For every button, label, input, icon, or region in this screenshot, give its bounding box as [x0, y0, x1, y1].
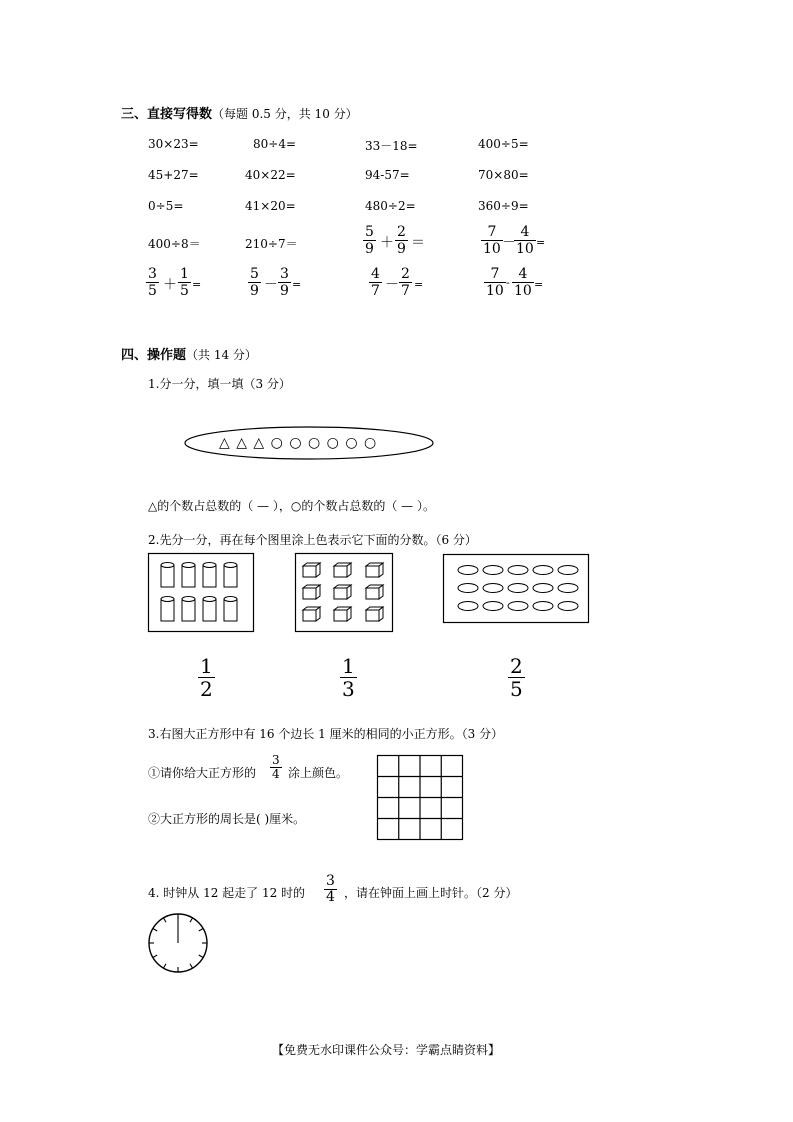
- denominator: 10: [516, 241, 534, 257]
- denominator: 5: [148, 283, 157, 299]
- cube-icon: [334, 563, 351, 577]
- operator: －: [264, 277, 278, 293]
- ellipse-box: [443, 554, 589, 624]
- fraction-box-3: [508, 655, 525, 700]
- calc-r2-c3: 94-57=: [365, 168, 410, 182]
- section-3-title: 直接写得数: [147, 107, 213, 122]
- denominator: 2: [200, 677, 213, 701]
- fraction: [514, 224, 536, 257]
- ellipse-icon: [458, 602, 478, 611]
- denominator: 9: [365, 241, 374, 257]
- cylinder-box: [148, 553, 254, 633]
- section-4-title: 操作题: [147, 348, 187, 363]
- fraction-box-2: [340, 655, 357, 700]
- ellipse-icon: [558, 566, 578, 575]
- cylinder-icon: [203, 563, 216, 588]
- q3-part1-pre: ①请你给大正方形的: [148, 766, 257, 780]
- cube-icon: [334, 585, 351, 599]
- cylinder-icon: [224, 563, 237, 588]
- ellipse-icon: [483, 602, 503, 611]
- numerator: 2: [397, 224, 406, 240]
- section-3-heading: [121, 103, 358, 122]
- denominator: 5: [510, 677, 523, 701]
- q4-pre: 4. 时钟从 12 起走了 12 时的: [148, 886, 306, 900]
- denominator: 9: [250, 283, 259, 299]
- cube-icon: [366, 585, 383, 599]
- denominator: 3: [342, 677, 355, 701]
- calc-r1-c1: 30×23=: [148, 137, 199, 151]
- numerator: 2: [510, 654, 523, 678]
- section-3-num: 三、: [121, 107, 148, 122]
- fraction: [512, 266, 534, 299]
- cylinder-icon: [161, 597, 174, 622]
- numerator: 3: [326, 873, 335, 889]
- equals: =: [192, 278, 202, 291]
- numerator: 7: [490, 266, 500, 282]
- fraction: [146, 266, 159, 299]
- numerator: 3: [148, 266, 157, 282]
- ellipse-icon: [508, 602, 528, 611]
- ellipse-icon: [533, 584, 553, 593]
- q4-fraction: [324, 874, 337, 905]
- ellipse-icon: [533, 566, 553, 575]
- ellipse-icon: [483, 584, 503, 593]
- cube-icon: [303, 607, 320, 621]
- q4-post: ，请在钟面上画上时针。（2 分）: [344, 886, 518, 900]
- q1-answer: △的个数占总数的（ — ），○的个数占总数的（ — ）。: [148, 499, 435, 513]
- operator: ＋: [163, 277, 177, 293]
- equals: ＝: [411, 235, 425, 251]
- numerator: 5: [365, 224, 374, 240]
- calc-r3-c4: 360÷9=: [478, 199, 529, 213]
- denominator: 7: [371, 283, 380, 299]
- calc-r3-c2: 41×20=: [245, 199, 296, 213]
- section-4-heading: [121, 344, 257, 363]
- cube-icon: [303, 585, 320, 599]
- cylinder-icon: [161, 563, 174, 588]
- calc-r4-c2: 210÷7＝: [245, 237, 298, 251]
- q3-part1: [148, 764, 256, 781]
- grid-square: [377, 755, 465, 841]
- denominator: 10: [483, 241, 501, 257]
- fraction: [395, 224, 408, 257]
- cube-icon: [366, 563, 383, 577]
- calc-r3-c1: 0÷5=: [148, 199, 184, 213]
- denominator: 4: [272, 767, 280, 781]
- cylinder-icon: [182, 563, 195, 588]
- fraction: [178, 266, 191, 299]
- operator: －: [502, 235, 516, 251]
- calc-r2-c2: 40×22=: [245, 168, 296, 182]
- equals: =: [536, 236, 546, 249]
- ellipse-icon: [508, 584, 528, 593]
- ellipse-icon: [558, 602, 578, 611]
- cylinder-icon: [224, 597, 237, 622]
- numerator: 3: [280, 266, 289, 282]
- numerator: 7: [487, 224, 497, 240]
- cube-icon: [366, 607, 383, 621]
- shapes-row: △ △ △ ○ ○ ○ ○ ○ ○: [219, 435, 378, 451]
- cube-box: [295, 553, 393, 633]
- denominator: 4: [326, 889, 335, 905]
- cube-icon: [303, 563, 320, 577]
- cylinder-icon: [203, 597, 216, 622]
- numerator: 3: [272, 753, 280, 767]
- denominator: 9: [280, 283, 289, 299]
- ellipse-icon: [508, 566, 528, 575]
- denominator: 7: [401, 283, 410, 299]
- denominator: 10: [486, 283, 504, 299]
- ellipse-icon: [533, 602, 553, 611]
- section-3-note: （每题 0.5 分，共 10 分）: [212, 107, 358, 121]
- q3-part2: ②大正方形的周长是( )厘米。: [148, 812, 306, 826]
- fraction: [484, 266, 506, 299]
- calc-r1-c4: 400÷5=: [478, 137, 529, 151]
- calc-r1-c3: 33－18=: [365, 139, 418, 153]
- operator: ＋: [380, 235, 394, 251]
- calc-r2-c4: 70×80=: [478, 168, 529, 182]
- calc-r4-c1: 400÷8＝: [148, 237, 201, 251]
- denominator: 5: [180, 283, 189, 299]
- fraction-box-1: [198, 655, 215, 700]
- q3-fraction: [270, 754, 282, 781]
- operator: -: [506, 276, 510, 289]
- footer-note: 【免费无水印课件公众号：学霸点睛资料】: [272, 1043, 501, 1057]
- numerator: 4: [371, 266, 380, 282]
- q2-title: 2.先分一分，再在每个图里涂上色表示它下面的分数。（6 分）: [148, 533, 477, 547]
- fraction: [248, 266, 261, 299]
- fraction: [369, 266, 382, 299]
- section-4-note: （共 14 分）: [186, 348, 257, 362]
- ellipse-icon: [483, 566, 503, 575]
- numerator: 1: [342, 654, 355, 678]
- numerator: 4: [518, 266, 528, 282]
- calc-r2-c1: 45+27=: [148, 168, 199, 182]
- fraction: [399, 266, 412, 299]
- denominator: 9: [397, 241, 406, 257]
- numerator: 5: [250, 266, 259, 282]
- ellipse-icon: [458, 566, 478, 575]
- q1-title: 1.分一分，填一填（3 分）: [148, 377, 291, 391]
- fraction: [278, 266, 291, 299]
- numerator: 2: [401, 266, 410, 282]
- operator: －: [385, 277, 399, 293]
- equals: =: [414, 278, 424, 291]
- equals: =: [292, 278, 302, 291]
- fraction: [481, 224, 503, 257]
- denominator: 10: [514, 283, 532, 299]
- numerator: 1: [200, 654, 213, 678]
- q3-part1-post: 涂上颜色。: [288, 766, 349, 780]
- numerator: 4: [520, 224, 530, 240]
- ellipse-icon: [458, 584, 478, 593]
- fraction: [363, 224, 376, 257]
- calc-r1-c2: 80÷4=: [253, 137, 297, 151]
- clock-icon: [147, 912, 209, 974]
- numerator: 1: [180, 266, 189, 282]
- section-4-num: 四、: [121, 348, 148, 363]
- cylinder-icon: [182, 597, 195, 622]
- q3-title: 3.右图大正方形中有 16 个边长 1 厘米的相同的小正方形。（3 分）: [148, 727, 504, 741]
- cube-icon: [334, 607, 351, 621]
- equals: =: [534, 278, 544, 291]
- calc-r3-c3: 480÷2=: [365, 199, 416, 213]
- ellipse-icon: [558, 584, 578, 593]
